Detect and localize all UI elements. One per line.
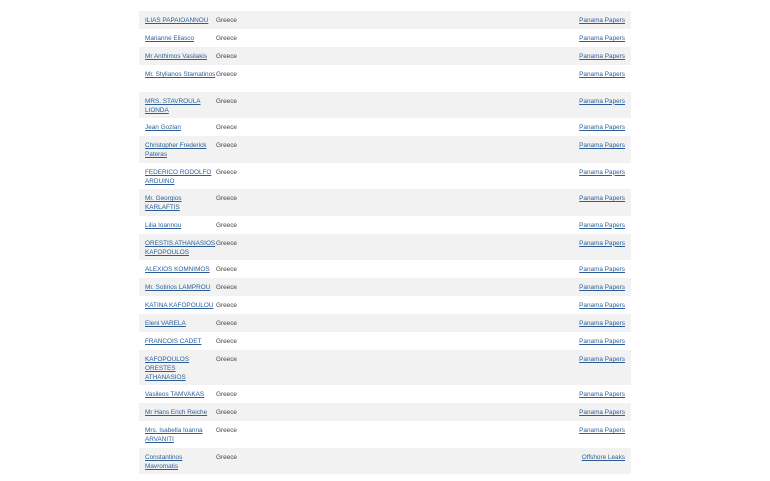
country-cell: Greece (216, 221, 237, 229)
entity-name-link[interactable]: Eleni VARELA (145, 320, 186, 327)
table-row (139, 260, 631, 278)
source-cell (416, 319, 631, 328)
source-link[interactable]: Panama Papers (579, 97, 625, 105)
table-row (139, 92, 631, 119)
source-link[interactable]: Panama Papers (579, 17, 625, 24)
source-cell (416, 426, 631, 435)
name-cell (139, 123, 216, 132)
table-row (139, 163, 631, 190)
name-cell (139, 408, 216, 417)
country-cell: Greece (216, 239, 237, 247)
source-link[interactable]: Panama Papers (579, 239, 625, 247)
entity-name-link[interactable]: Christopher Frederick Pateras (145, 142, 207, 158)
country-cell: Greece (216, 53, 237, 60)
country-cell: Greece (216, 302, 237, 309)
name-cell (139, 283, 216, 292)
source-link[interactable]: Panama Papers (579, 302, 625, 309)
name-cell (139, 97, 216, 115)
country-cell: Greece (216, 35, 237, 42)
entity-name-link[interactable]: Mrs. Isabella Ioanna ARVANITI (145, 427, 203, 443)
source-cell (416, 16, 631, 25)
table-row (139, 296, 631, 314)
entity-name-link[interactable]: Mr Anthimos Vasilakis (145, 53, 208, 60)
table-row (139, 350, 631, 385)
name-cell (139, 319, 216, 328)
source-link[interactable]: Panama Papers (579, 221, 625, 229)
source-link[interactable]: Panama Papers (579, 168, 625, 176)
table-row (139, 216, 631, 234)
source-cell (416, 283, 631, 292)
source-link[interactable]: Panama Papers (579, 409, 625, 416)
entity-name-link[interactable]: Constantinos Mavromatis (145, 453, 183, 470)
source-cell (416, 221, 631, 230)
country-cell: Greece (216, 284, 237, 291)
name-cell (139, 52, 216, 61)
country-cell: Greece (216, 356, 237, 363)
source-link[interactable]: Panama Papers (579, 124, 625, 131)
country-cell: Greece (216, 453, 237, 461)
entity-name-link[interactable]: FEDERICO RODOLFO ARDUINO (145, 168, 212, 185)
source-cell (416, 97, 631, 106)
country-cell: Greece (216, 195, 237, 202)
country-cell: Greece (216, 17, 237, 24)
source-link[interactable]: Panama Papers (579, 356, 625, 363)
table-row (139, 448, 631, 475)
entity-name-link[interactable]: Mr. Stylianos Stamatinos (145, 71, 216, 78)
country-cell: Greece (216, 391, 237, 398)
source-link[interactable]: Panama Papers (579, 71, 625, 78)
table-row (139, 332, 631, 350)
source-cell (416, 34, 631, 43)
name-cell (139, 337, 216, 346)
name-cell (139, 141, 216, 159)
country-cell: Greece (216, 266, 237, 273)
source-link[interactable]: Panama Papers (579, 53, 625, 60)
source-cell (416, 265, 631, 274)
source-cell (416, 337, 631, 346)
name-cell (139, 16, 216, 25)
table-row (139, 403, 631, 421)
name-cell (139, 355, 216, 382)
name-cell (139, 453, 216, 471)
country-cell: Greece (216, 338, 237, 345)
entity-name-link[interactable]: MRS. STAVROULA LIONDA (145, 97, 201, 114)
name-cell (139, 426, 216, 444)
name-cell (139, 390, 216, 399)
entity-name-link[interactable]: ILIAS PAPAIOANNOU (145, 17, 209, 24)
table-row (139, 118, 631, 136)
entity-name-link[interactable]: Lilia Ioannou (145, 221, 182, 229)
entity-name-link[interactable]: FRANCOIS CADET (145, 338, 202, 345)
table-row (139, 29, 631, 47)
table-row (139, 189, 631, 216)
entity-name-link[interactable]: KATINA KAFOPOULOU (145, 302, 214, 309)
source-link[interactable]: Panama Papers (579, 338, 625, 345)
source-cell (416, 141, 631, 150)
entity-name-link[interactable]: ALEXIOS KOMNIMOS (145, 266, 210, 273)
name-cell (139, 168, 216, 186)
table-row (139, 136, 631, 163)
entity-name-link[interactable]: Jean Gozlan (145, 124, 181, 131)
source-link[interactable]: Panama Papers (579, 427, 625, 434)
table-row (139, 11, 631, 29)
name-cell (139, 34, 216, 43)
source-link[interactable]: Panama Papers (579, 320, 625, 327)
entity-name-link[interactable]: KAFOPOULOS ORESTES ATHANASIOS (145, 356, 190, 381)
source-link[interactable]: Panama Papers (579, 142, 625, 149)
name-cell (139, 301, 216, 310)
source-cell (416, 168, 631, 177)
name-cell (139, 70, 216, 79)
country-cell: Greece (216, 97, 237, 105)
country-cell: Greece (216, 124, 237, 131)
source-link[interactable]: Panama Papers (579, 284, 625, 291)
source-cell (416, 123, 631, 132)
table-row (139, 234, 631, 261)
table-row (139, 314, 631, 332)
country-cell: Greece (216, 142, 237, 149)
name-cell (139, 194, 216, 212)
name-cell (139, 239, 216, 257)
source-cell (416, 239, 631, 248)
source-cell (416, 70, 631, 79)
entity-name-link[interactable]: Mr. Georgios KARLAFTIS (145, 195, 182, 211)
country-cell: Greece (216, 320, 237, 327)
source-link[interactable]: Panama Papers (579, 266, 625, 273)
table-row (139, 47, 631, 65)
source-link[interactable]: Offshore Leaks (581, 453, 625, 461)
name-cell (139, 221, 216, 230)
entity-name-link[interactable]: Vasileos TAMVAKAS (145, 391, 205, 398)
results-table (139, 11, 631, 474)
table-row (139, 278, 631, 296)
table-row (139, 385, 631, 403)
source-cell (416, 408, 631, 417)
source-link[interactable]: Panama Papers (579, 391, 625, 398)
country-cell: Greece (216, 427, 237, 434)
source-cell (416, 52, 631, 61)
table-row (139, 421, 631, 448)
entity-name-link[interactable]: ORESTIS ATHANASIOS KAFOPOULOS (145, 239, 216, 256)
source-link[interactable]: Panama Papers (579, 35, 625, 42)
source-cell (416, 355, 631, 364)
entity-name-link[interactable]: Mr. Sotirios LAMPROU (145, 284, 211, 291)
source-cell (416, 453, 631, 462)
entity-name-link[interactable]: Marianne Eliasco (145, 35, 195, 42)
source-link[interactable]: Panama Papers (579, 195, 625, 202)
source-cell (416, 390, 631, 399)
source-cell (416, 301, 631, 310)
country-cell: Greece (216, 409, 237, 416)
country-cell: Greece (216, 168, 237, 176)
country-cell: Greece (216, 71, 237, 78)
name-cell (139, 265, 216, 274)
entity-name-link[interactable]: Mr Hans Erich Reiche (145, 409, 208, 416)
table-row (139, 65, 631, 92)
source-cell (416, 194, 631, 203)
